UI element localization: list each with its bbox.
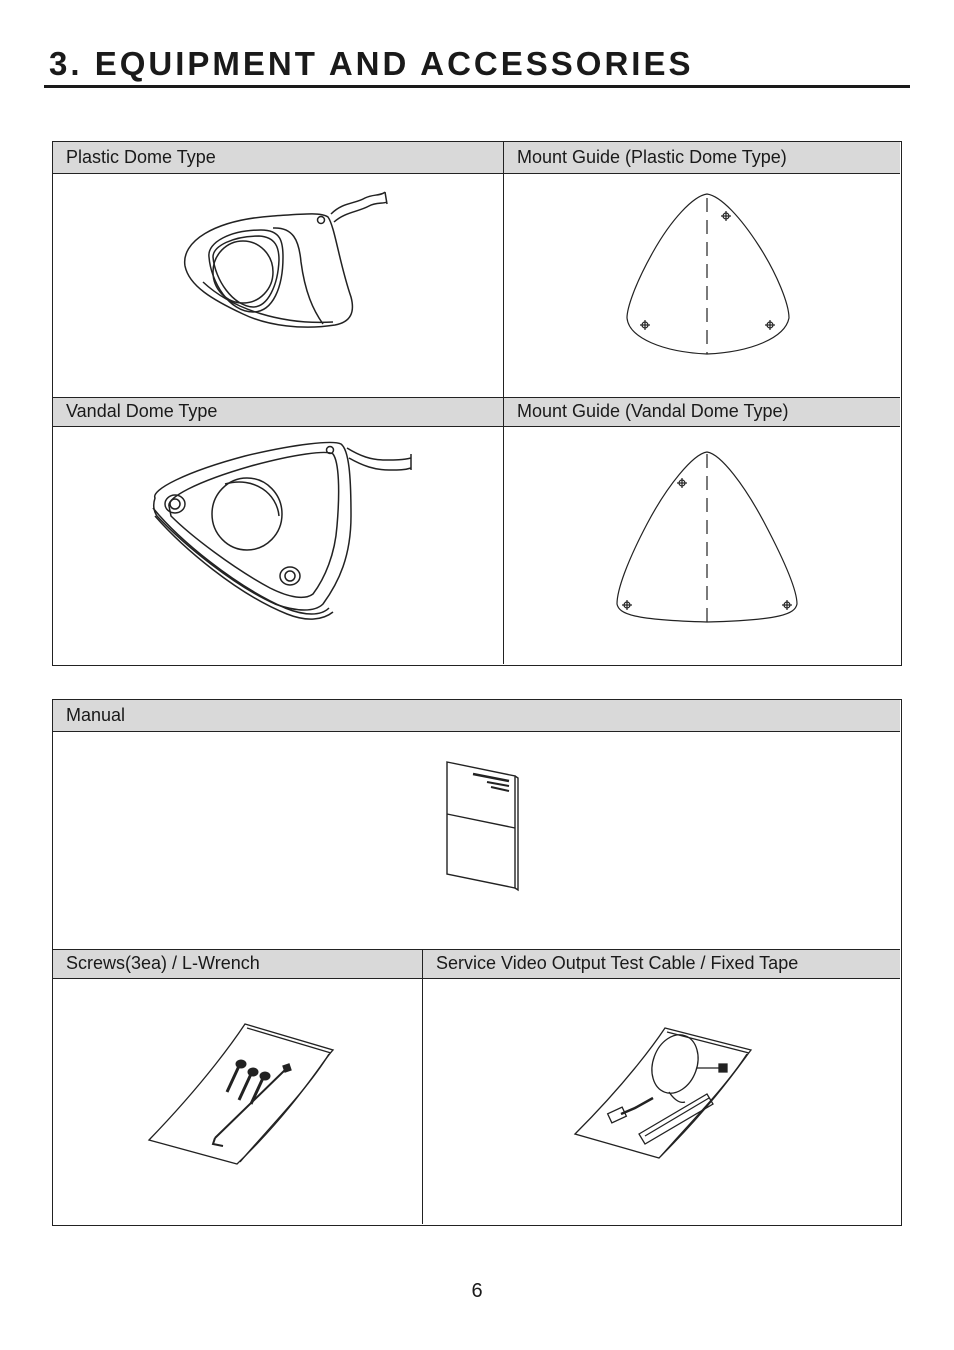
manual-booklet-icon (443, 758, 523, 894)
equipment-table (52, 141, 902, 666)
title-underline (44, 85, 910, 88)
plastic-dome-camera-icon (173, 182, 413, 352)
column-divider (422, 949, 423, 1224)
header-mount-guide-plastic: Mount Guide (Plastic Dome Type) (504, 142, 900, 174)
header-screws: Screws(3ea) / L-Wrench (53, 950, 422, 979)
header-cable: Service Video Output Test Cable / Fixed Tape (423, 950, 900, 979)
header-manual: Manual (53, 700, 900, 732)
mount-guide-vandal-icon (613, 448, 803, 628)
header-plastic-dome: Plastic Dome Type (53, 142, 503, 174)
mount-guide-plastic-icon (623, 190, 793, 360)
page-title: 3. EQUIPMENT AND ACCESSORIES (49, 45, 694, 82)
screws-wrench-bag-icon (147, 1020, 337, 1168)
header-vandal-dome: Vandal Dome Type (53, 398, 503, 427)
accessories-table (52, 699, 902, 1226)
page-number: 6 (471, 1280, 483, 1302)
header-mount-guide-vandal: Mount Guide (Vandal Dome Type) (504, 398, 900, 427)
test-cable-bag-icon (573, 1024, 753, 1162)
vandal-dome-camera-icon (145, 436, 425, 626)
